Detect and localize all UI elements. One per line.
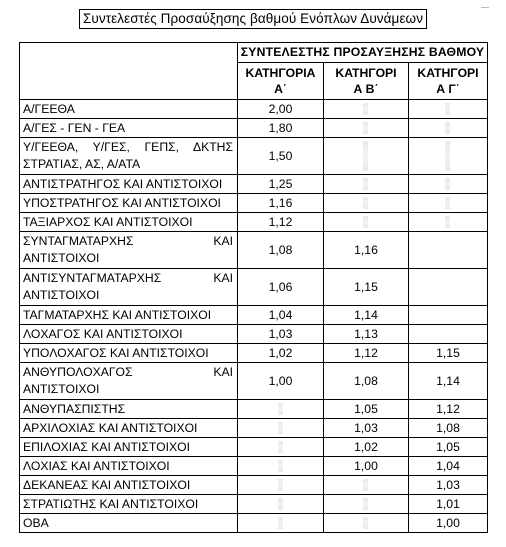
rank-label-line: ΤΑΞΙΑΡΧΟΣ ΚΑΙ ΑΝΤΙΣΤΟΙΧΟΙ	[23, 215, 193, 229]
table-row	[20, 175, 488, 194]
coefficient-cell-b: 1,02	[324, 438, 409, 457]
coefficient-cell-c: 1,12	[409, 400, 488, 419]
table-row	[20, 138, 488, 175]
category-c-label-line2: Α Γ΄	[436, 82, 460, 96]
rank-label-line: ΑΝΤΙΣΤΡΑΤΗΓΟΣ ΚΑΙ ΑΝΤΙΣΤΟΙΧΟΙ	[23, 177, 223, 191]
coefficient-cell-b: 1,12	[324, 344, 409, 363]
table-row	[20, 306, 488, 325]
coefficient-cell-a: 1,16	[238, 194, 324, 213]
rank-cell	[20, 100, 238, 119]
document-title: Συντελεστές Προσαύξησης βαθμού Ενόπλων Δυνάμεων	[79, 9, 427, 29]
rank-label-line: ΕΠΙΛΟΧΙΑΣ ΚΑΙ ΑΝΤΙΣΤΟΙΧΟΙ	[23, 440, 190, 454]
coefficient-cell-c	[409, 138, 488, 175]
document-title-wrap	[0, 9, 506, 29]
coefficient-cell-a: 1,06	[238, 269, 324, 306]
coefficient-cell-b	[324, 476, 409, 495]
rank-cell	[20, 119, 238, 138]
rank-cell	[20, 438, 238, 457]
coefficient-group-header: ΣΥΝΤΕΛΕΣΤΗΣ ΠΡΟΣΑΥΞΗΣΗΣ ΒΑΘΜΟΥ	[238, 43, 488, 63]
coefficient-cell-a: 1,12	[238, 213, 324, 232]
coefficient-cell-c: 1,04	[409, 457, 488, 476]
coefficient-cell-a	[238, 400, 324, 419]
coefficient-cell-b: 1,08	[324, 363, 409, 400]
rank-cell	[20, 363, 238, 400]
table-row	[20, 213, 488, 232]
rank-cell	[20, 344, 238, 363]
coefficient-cell-c: 1,01	[409, 495, 488, 514]
rank-label-line: ΤΑΓΜΑΤΑΡΧΗΣ ΚΑΙ ΑΝΤΙΣΤΟΙΧΟΙ	[23, 308, 212, 322]
coefficient-cell-b	[324, 213, 409, 232]
coefficient-cell-b: 1,13	[324, 325, 409, 344]
coefficient-cell-c: 1,00	[409, 514, 488, 533]
rank-label-line: ΛΟΧΑΓΟΣ ΚΑΙ ΑΝΤΙΣΤΟΙΧΟΙ	[23, 327, 183, 341]
coefficient-cell-c	[409, 213, 488, 232]
rank-cell	[20, 476, 238, 495]
coefficient-cell-b	[324, 514, 409, 533]
rank-label-line: ΛΟΧΙΑΣ ΚΑΙ ΑΝΤΙΣΤΟΙΧΟΙ	[23, 459, 170, 473]
coefficient-cell-c: 1,03	[409, 476, 488, 495]
rank-cell	[20, 232, 238, 269]
coefficient-cell-c	[409, 194, 488, 213]
rank-cell	[20, 325, 238, 344]
coefficient-cell-c	[409, 325, 488, 344]
category-a-header	[238, 63, 324, 100]
rank-cell	[20, 514, 238, 533]
rank-label-line: ΑΝΘΥΠΑΣΠΙΣΤΗΣ	[23, 402, 126, 416]
table-row	[20, 344, 488, 363]
category-a-label-line2: Α΄	[274, 82, 287, 96]
coefficient-cell-b	[324, 194, 409, 213]
coefficient-cell-b	[324, 100, 409, 119]
category-c-label-line1: ΚΑΤΗΓΟΡΙ	[417, 66, 479, 80]
coefficient-cell-b: 1,14	[324, 306, 409, 325]
coefficient-cell-a: 1,50	[238, 138, 324, 175]
coefficients-table	[19, 42, 488, 533]
table-row	[20, 400, 488, 419]
rank-label-line: ΟΒΑ	[23, 516, 49, 530]
table-row	[20, 495, 488, 514]
rank-cell	[20, 400, 238, 419]
category-b-header	[324, 63, 409, 100]
coefficient-cell-c	[409, 269, 488, 306]
rank-label-line: ΑΝΤΙΣΤΟΙΧΟΙ	[23, 382, 100, 396]
coefficient-cell-a: 1,00	[238, 363, 324, 400]
rank-label-line: ΑΝΤΙΣΤΟΙΧΟΙ	[23, 288, 100, 302]
coefficient-cell-c	[409, 119, 488, 138]
coefficient-cell-c: 1,15	[409, 344, 488, 363]
coefficient-cell-a	[238, 476, 324, 495]
rank-label-line: ΑΝΤΙΣΥΝΤΑΓΜΑΤΑΡΧΗΣ ΚΑΙ	[23, 271, 233, 285]
coefficient-cell-a: 1,02	[238, 344, 324, 363]
rank-label-line: ΣΤΡΑΤΙΑΣ, ΑΣ, Α/ΑΤΑ	[23, 157, 141, 171]
category-a-label-line1: ΚΑΤΗΓΟΡΙΑ	[245, 66, 316, 80]
rank-cell	[20, 495, 238, 514]
header-row-group	[20, 43, 488, 63]
coefficient-cell-a: 1,80	[238, 119, 324, 138]
table-row	[20, 194, 488, 213]
table-row	[20, 476, 488, 495]
coefficient-cell-a	[238, 419, 324, 438]
table-row	[20, 514, 488, 533]
coefficient-cell-b: 1,00	[324, 457, 409, 476]
coefficient-cell-c	[409, 232, 488, 269]
rank-cell	[20, 138, 238, 175]
table-body	[20, 100, 488, 533]
coefficient-cell-a	[238, 438, 324, 457]
table-row	[20, 457, 488, 476]
coefficient-cell-c: 1,14	[409, 363, 488, 400]
rank-cell	[20, 306, 238, 325]
coefficient-cell-a: 2,00	[238, 100, 324, 119]
rank-label-line: ΔΕΚΑΝΕΑΣ ΚΑΙ ΑΝΤΙΣΤΟΙΧΟΙ	[23, 478, 191, 492]
coefficient-cell-b: 1,16	[324, 232, 409, 269]
table-row	[20, 100, 488, 119]
category-c-header	[409, 63, 488, 100]
rank-cell	[20, 213, 238, 232]
rank-cell	[20, 194, 238, 213]
table-row	[20, 419, 488, 438]
coefficient-cell-b	[324, 119, 409, 138]
rank-cell	[20, 457, 238, 476]
table-row	[20, 363, 488, 400]
category-b-label-line1: ΚΑΤΗΓΟΡΙ	[335, 66, 397, 80]
coefficient-cell-a	[238, 495, 324, 514]
rank-label-line: ΥΠΟΛΟΧΑΓΟΣ ΚΑΙ ΑΝΤΙΣΤΟΙΧΟΙ	[23, 346, 209, 360]
rank-cell	[20, 269, 238, 306]
table-row	[20, 232, 488, 269]
rank-column-header	[20, 43, 238, 100]
table-row	[20, 269, 488, 306]
rank-label-line: Α/ΓΕΣ - ΓΕΝ - ΓΕΑ	[23, 121, 126, 135]
coefficient-cell-b	[324, 495, 409, 514]
coefficient-cell-a: 1,08	[238, 232, 324, 269]
rank-label-line: ΥΠΟΣΤΡΑΤΗΓΟΣ ΚΑΙ ΑΝΤΙΣΤΟΙΧΟΙ	[23, 196, 221, 210]
coefficient-cell-c: 1,08	[409, 419, 488, 438]
coefficient-cell-c: 1,05	[409, 438, 488, 457]
rank-label-line: ΣΤΡΑΤΙΩΤΗΣ ΚΑΙ ΑΝΤΙΣΤΟΙΧΟΙ	[23, 497, 199, 511]
rank-label-line: ΑΝΤΙΣΤΟΙΧΟΙ	[23, 251, 100, 265]
category-b-label-line2: Α Β΄	[353, 82, 379, 96]
rank-label-line: ΑΡΧΙΛΟΧΙΑΣ ΚΑΙ ΑΝΤΙΣΤΟΙΧΟΙ	[23, 421, 198, 435]
rank-cell	[20, 419, 238, 438]
rank-label-line: ΑΝΘΥΠΟΛΟΧΑΓΟΣ ΚΑΙ	[23, 365, 233, 379]
coefficient-cell-a: 1,25	[238, 175, 324, 194]
coefficient-cell-a	[238, 457, 324, 476]
rank-label-line: Υ/ΓΕΕΘΑ, Υ/ΓΕΣ, ΓΕΠΣ, ΔΚΤΗΣ	[23, 140, 233, 154]
coefficient-cell-b	[324, 175, 409, 194]
coefficient-cell-b: 1,05	[324, 400, 409, 419]
coefficient-cell-a: 1,03	[238, 325, 324, 344]
table-row	[20, 119, 488, 138]
coefficient-cell-b: 1,03	[324, 419, 409, 438]
coefficient-cell-a: 1,04	[238, 306, 324, 325]
coefficient-cell-b: 1,15	[324, 269, 409, 306]
coefficient-cell-c	[409, 100, 488, 119]
rank-cell	[20, 175, 238, 194]
rank-label-line: Α/ΓΕΕΘΑ	[23, 102, 75, 116]
corner-mark	[481, 7, 489, 8]
table-row	[20, 325, 488, 344]
rank-label-line: ΣΥΝΤΑΓΜΑΤΑΡΧΗΣ ΚΑΙ	[23, 234, 233, 248]
coefficient-cell-c	[409, 175, 488, 194]
coefficient-cell-a	[238, 514, 324, 533]
coefficient-cell-b	[324, 138, 409, 175]
table-row	[20, 438, 488, 457]
coefficient-cell-c	[409, 306, 488, 325]
